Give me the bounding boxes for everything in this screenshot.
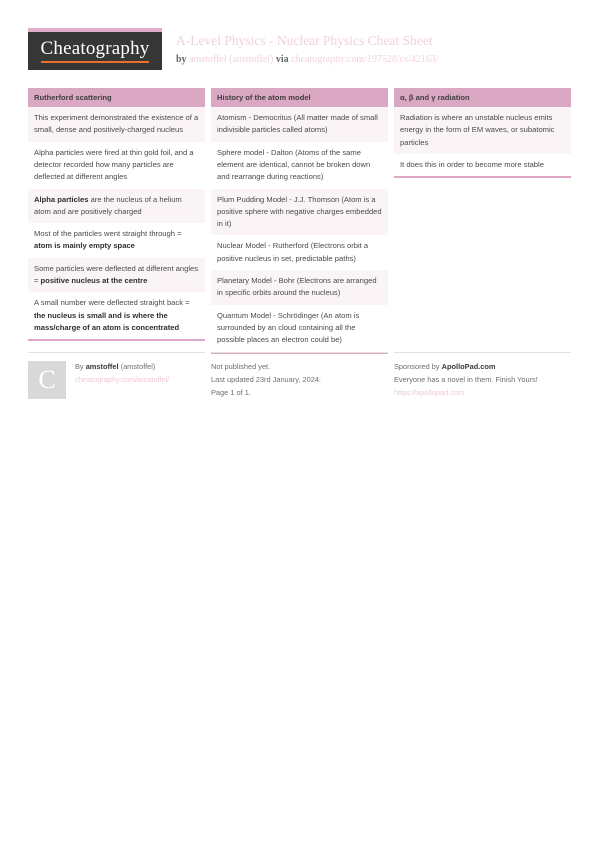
- page-header: [28, 28, 573, 74]
- footer-publish-column: [211, 352, 388, 400]
- card-row: [211, 142, 388, 189]
- row-text: Planetary Model - Bohr (Electrons are arranged in specific orbits around the nucleus): [217, 276, 377, 298]
- card-row: [211, 189, 388, 236]
- row-text-emphasis: the nucleus is small and is where the mass/charge of an atom is concentrated: [34, 310, 180, 332]
- card-row: [28, 189, 205, 224]
- cheat-card: [394, 88, 571, 178]
- card-row: [394, 154, 571, 176]
- row-text-emphasis: atom is mainly empty space: [34, 241, 135, 251]
- card-row: [28, 107, 205, 142]
- last-updated: Last updated 23rd January, 2024.: [211, 374, 321, 384]
- row-text: Atomism - Democritus (All matter made of small indivisible particles called atoms): [217, 113, 378, 135]
- row-text: Nuclear Model - Rutherford (Electrons orbit a positive nucleus in set, predictable paths): [217, 241, 369, 263]
- sponsor-name: ApolloPad.com: [441, 362, 496, 371]
- card-row: [211, 270, 388, 305]
- sponsor-tagline: Everyone has a novel in them. Finish Yours!: [394, 374, 538, 384]
- publish-status: Not published yet.: [211, 362, 271, 371]
- footer-sponsor-meta: [394, 361, 571, 400]
- footer-author-column: [28, 352, 205, 399]
- column-3: [394, 88, 571, 192]
- card-header: α, β and γ radiation: [394, 88, 571, 107]
- cheat-card: [28, 88, 205, 341]
- footer-divider: [394, 352, 571, 353]
- card-header: History of the atom model: [211, 88, 388, 107]
- row-text: A small number were deflected straight back =: [34, 298, 190, 308]
- row-text: It does this in order to become more stable: [400, 160, 544, 169]
- card-row: [211, 235, 388, 270]
- page-count: Page 1 of 1.: [211, 387, 251, 397]
- page-title: A-Level Physics - Nuclear Physics Cheat Sheet: [176, 33, 433, 48]
- row-text: Plum Pudding Model - J.J. Thomson (Atom is a positive sphere with negative charges embedded in it): [217, 194, 382, 229]
- column-2: [211, 88, 388, 368]
- logo-text: Cheatography: [41, 39, 150, 63]
- byline: [176, 53, 576, 66]
- card-row: [211, 107, 388, 142]
- byline-url-link[interactable]: cheatography.com/197528/cs/42163/: [291, 53, 439, 65]
- card-row: [211, 305, 388, 352]
- logo-box: [28, 32, 162, 70]
- card-row: [394, 107, 571, 154]
- row-text: Alpha particles were fired at thin gold foil, and a detector recorded how many particles are deflected at different angles: [34, 147, 194, 182]
- card-row: [28, 223, 205, 258]
- cheat-card: [211, 88, 388, 354]
- sponsor-prefix: Sponsored by: [394, 362, 440, 371]
- row-text: Sphere model - Dalton (Atoms of the same element are identical, cannot be broken down and rearrange during reactions): [217, 147, 371, 182]
- card-row: [28, 258, 205, 293]
- row-text-emphasis: Alpha particles: [34, 194, 89, 204]
- card-header: Rutherford scattering: [28, 88, 205, 107]
- byline-via-label: via: [275, 53, 289, 65]
- row-text: Radiation is where an unstable nucleus emits energy in the form of EM waves, or subatomic particles: [400, 113, 555, 147]
- footer-divider: [211, 352, 388, 353]
- row-text-emphasis: positive nucleus at the centre: [40, 276, 148, 286]
- byline-author-link[interactable]: amstoffel (amstoffel): [189, 53, 274, 65]
- footer-by-label: By: [75, 362, 84, 371]
- footer-author-meta: [75, 361, 205, 387]
- card-row: [28, 292, 205, 339]
- row-text: Some particles were deflected at different angles =: [34, 263, 199, 286]
- footer-publish-meta: [211, 361, 388, 400]
- footer-sponsor-column: [394, 352, 571, 400]
- footer-divider: [28, 352, 205, 353]
- footer-author-url[interactable]: cheatography.com/amstoffel/: [75, 374, 170, 384]
- cheatography-logo[interactable]: [28, 28, 162, 74]
- row-text: Most of the particles went straight through =: [34, 229, 182, 239]
- card-row: [28, 142, 205, 189]
- footer-author-handle: (amstoffel): [120, 362, 156, 371]
- title-block: [176, 33, 576, 66]
- page-footer: [28, 352, 573, 412]
- row-text: are the nucleus of a helium atom and are positively charged: [34, 194, 182, 216]
- row-text: This experiment demonstrated the existence of a small, dense and positively-charged nucleus: [34, 113, 199, 135]
- column-1: [28, 88, 205, 355]
- byline-by-label: by: [176, 53, 187, 65]
- sponsor-url[interactable]: https://apollopad.com: [394, 387, 465, 397]
- footer-author-name: amstoffel: [85, 362, 119, 371]
- row-text: Quantum Model - Schrödinger (An atom is surrounded by an cloud containing all the possible places an electron could be): [217, 310, 360, 345]
- avatar: C: [28, 361, 66, 399]
